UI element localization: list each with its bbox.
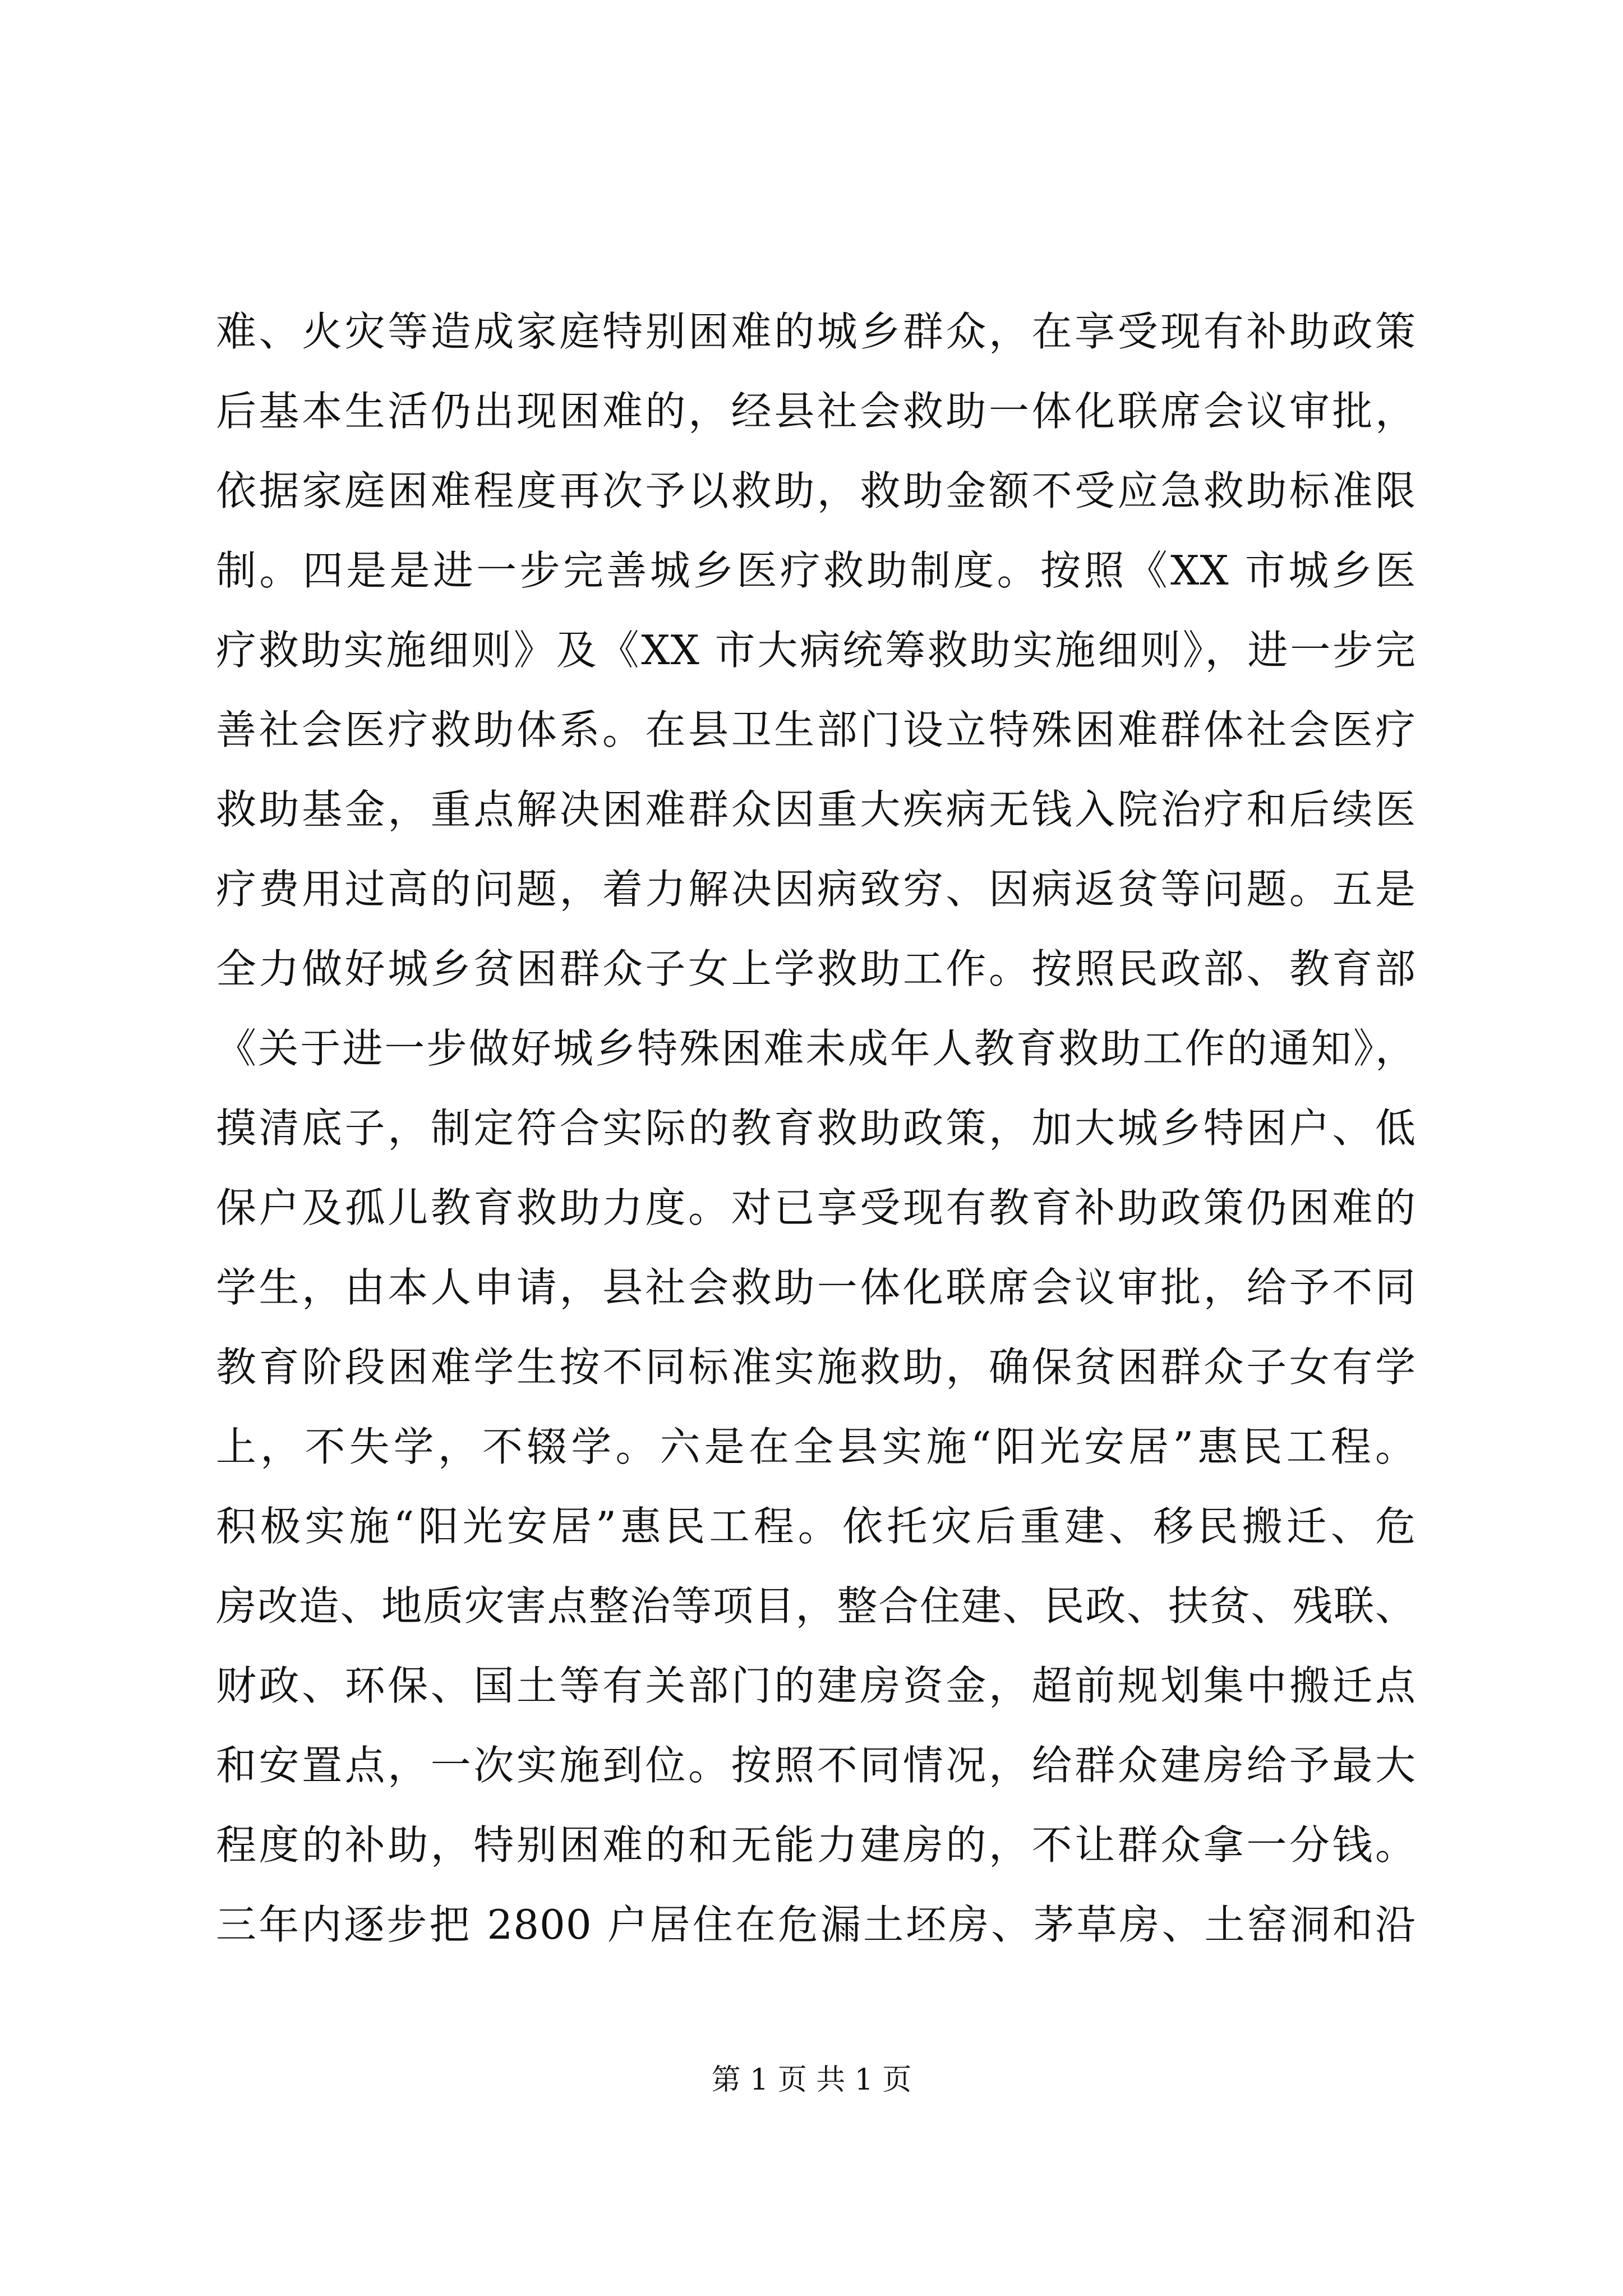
text-line: 救助基金，重点解决困难群众因重大疾病无钱入院治疗和后续医 (216, 786, 1416, 833)
text-line: 难、火灾等造成家庭特别困难的城乡群众，在享受现有补助政策 (216, 308, 1416, 355)
text-line: 保户及孤儿教育救助力度。对已享受现有教育补助政策仍困难的 (216, 1184, 1416, 1231)
text-line: 房改造、地质灾害点整治等项目，整合住建、民政、扶贫、残联、 (216, 1582, 1416, 1630)
text-line: 依据家庭困难程度再次予以救助，救助金额不受应急救助标准限 (216, 467, 1416, 514)
text-line: 财政、环保、国土等有关部门的建房资金，超前规划集中搬迁点 (216, 1662, 1416, 1709)
text-line: 教育阶段困难学生按不同标准实施救助，确保贫困群众子女有学 (216, 1343, 1416, 1391)
page-footer (0, 2058, 1623, 2102)
text-line: 积极实施“阳光安居”惠民工程。依托灾后重建、移民搬迁、危 (216, 1503, 1416, 1550)
text-line: 善社会医疗救助体系。在县卫生部门设立特殊困难群体社会医疗 (216, 706, 1416, 753)
text-line: 后基本生活仍出现困难的，经县社会救助一体化联席会议审批， (216, 388, 1416, 435)
text-line: 程度的补助，特别困难的和无能力建房的，不让群众拿一分钱。 (216, 1821, 1416, 1869)
body-text (216, 292, 1416, 1964)
text-line: 全力做好城乡贫困群众子女上学救助工作。按照民政部、教育部 (216, 945, 1416, 992)
text-line: 《关于进一步做好城乡特殊困难未成年人教育救助工作的通知》， (216, 1025, 1416, 1072)
text-line: 摸清底子，制定符合实际的教育救助政策，加大城乡特困户、低 (216, 1105, 1416, 1152)
text-line: 和安置点，一次实施到位。按照不同情况，给群众建房给予最大 (216, 1742, 1416, 1789)
text-line: 上，不失学，不辍学。六是在全县实施“阳光安居”惠民工程。 (216, 1423, 1416, 1470)
text-line: 疗救助实施细则》及《XX 市大病统筹救助实施细则》，进一步完 (216, 627, 1416, 674)
text-line: 制。四是是进一步完善城乡医疗救助制度。按照《XX 市城乡医 (216, 547, 1416, 594)
text-line: 学生，由本人申请，县社会救助一体化联席会议审批，给予不同 (216, 1264, 1416, 1311)
text-line: 疗费用过高的问题，着力解决因病致穷、因病返贫等问题。五是 (216, 866, 1416, 913)
page-number-label: 第 1 页 共 1 页 (711, 2063, 912, 2097)
text-line: 三年内逐步把 2800 户居住在危漏土坯房、茅草房、土窑洞和沿 (216, 1901, 1416, 1948)
